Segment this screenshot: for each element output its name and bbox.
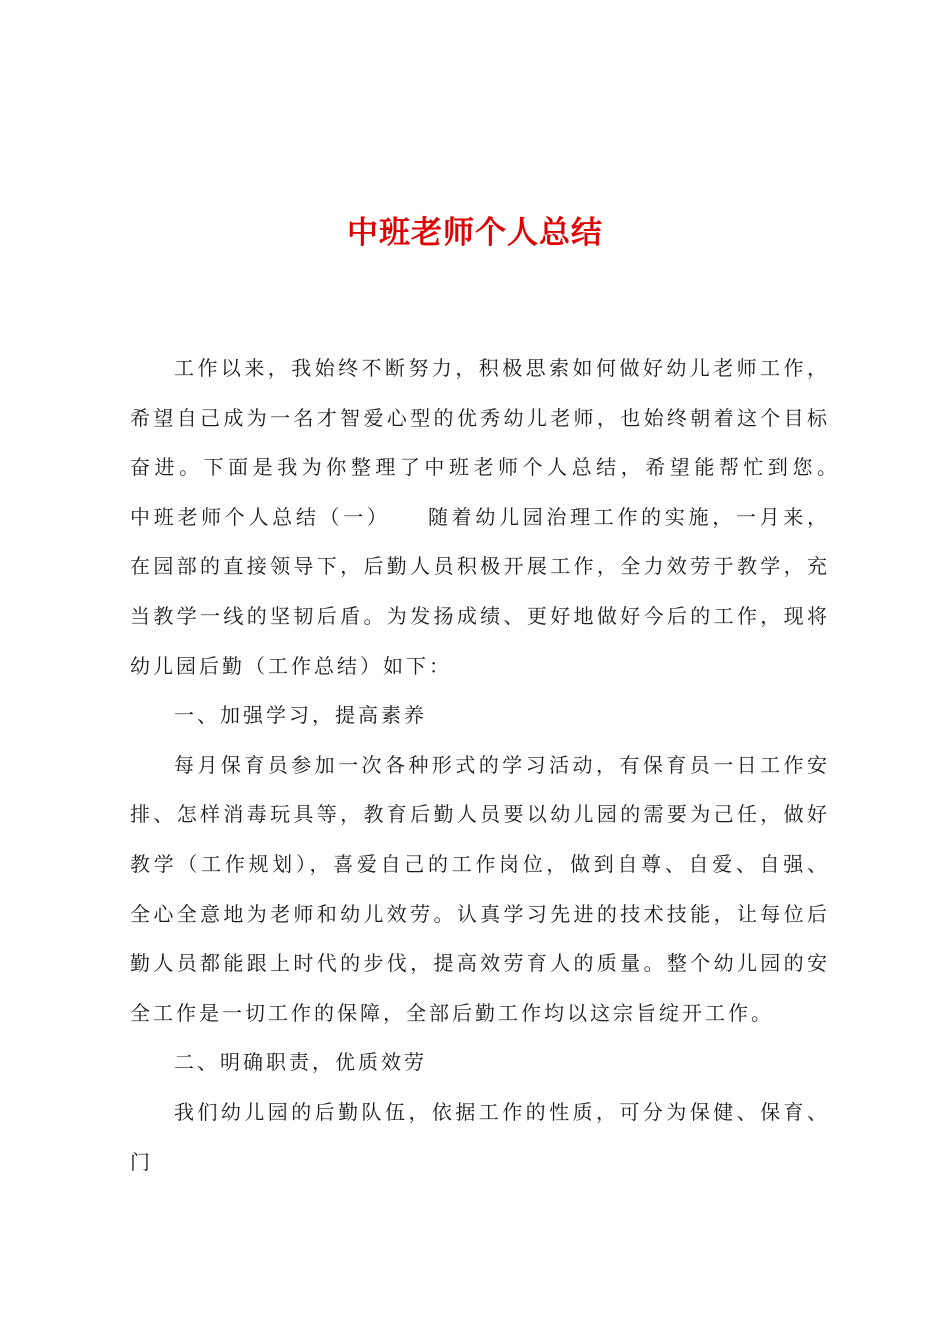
document-body [130, 344, 876, 1187]
section-heading-2: 二、明确职责，优质效劳 [174, 1050, 427, 1075]
intro-paragraph: 工作以来，我始终不断努力，积极思索如何做好幼儿老师工作，希望自己成为一名才智爱心型的优秀幼儿老师，也始终朝着这个目标奋进。下面是我为你整理了中班老师个人总结，希望能帮忙到您。 中班老师个人总结（一） 随着幼儿园治理工作的实施，一月来，在园部的直接领导下，后勤人员积极开展工作，全力效劳于教学，充当教学一线的坚韧后盾。为发扬成绩、更好地做好今后的工作，现将幼儿园后勤（工作总结）如下： [130, 356, 876, 678]
section-heading-1: 一、加强学习，提高素养 [174, 703, 427, 728]
section-1-paragraph: 每月保育员参加一次各种形式的学习活动，有保育员一日工作安排、怎样消毒玩具等，教育后勤人员要以幼儿园的需要为己任，做好教学（工作规划），喜爱自己的工作岗位，做到自尊、自爱、自强、全心全意地为老师和幼儿效劳。认真学习先进的技术技能，让每位后勤人员都能跟上时代的步伐，提高效劳育人的质量。整个幼儿园的安全工作是一切工作的保障，全部后勤工作均以这宗旨绽开工作。 [130, 752, 830, 1025]
section-2-paragraph: 我们幼儿园的后勤队伍，依据工作的性质，可分为保健、保育、门 [130, 1099, 830, 1174]
document-title: 中班老师个人总结 [347, 215, 603, 251]
